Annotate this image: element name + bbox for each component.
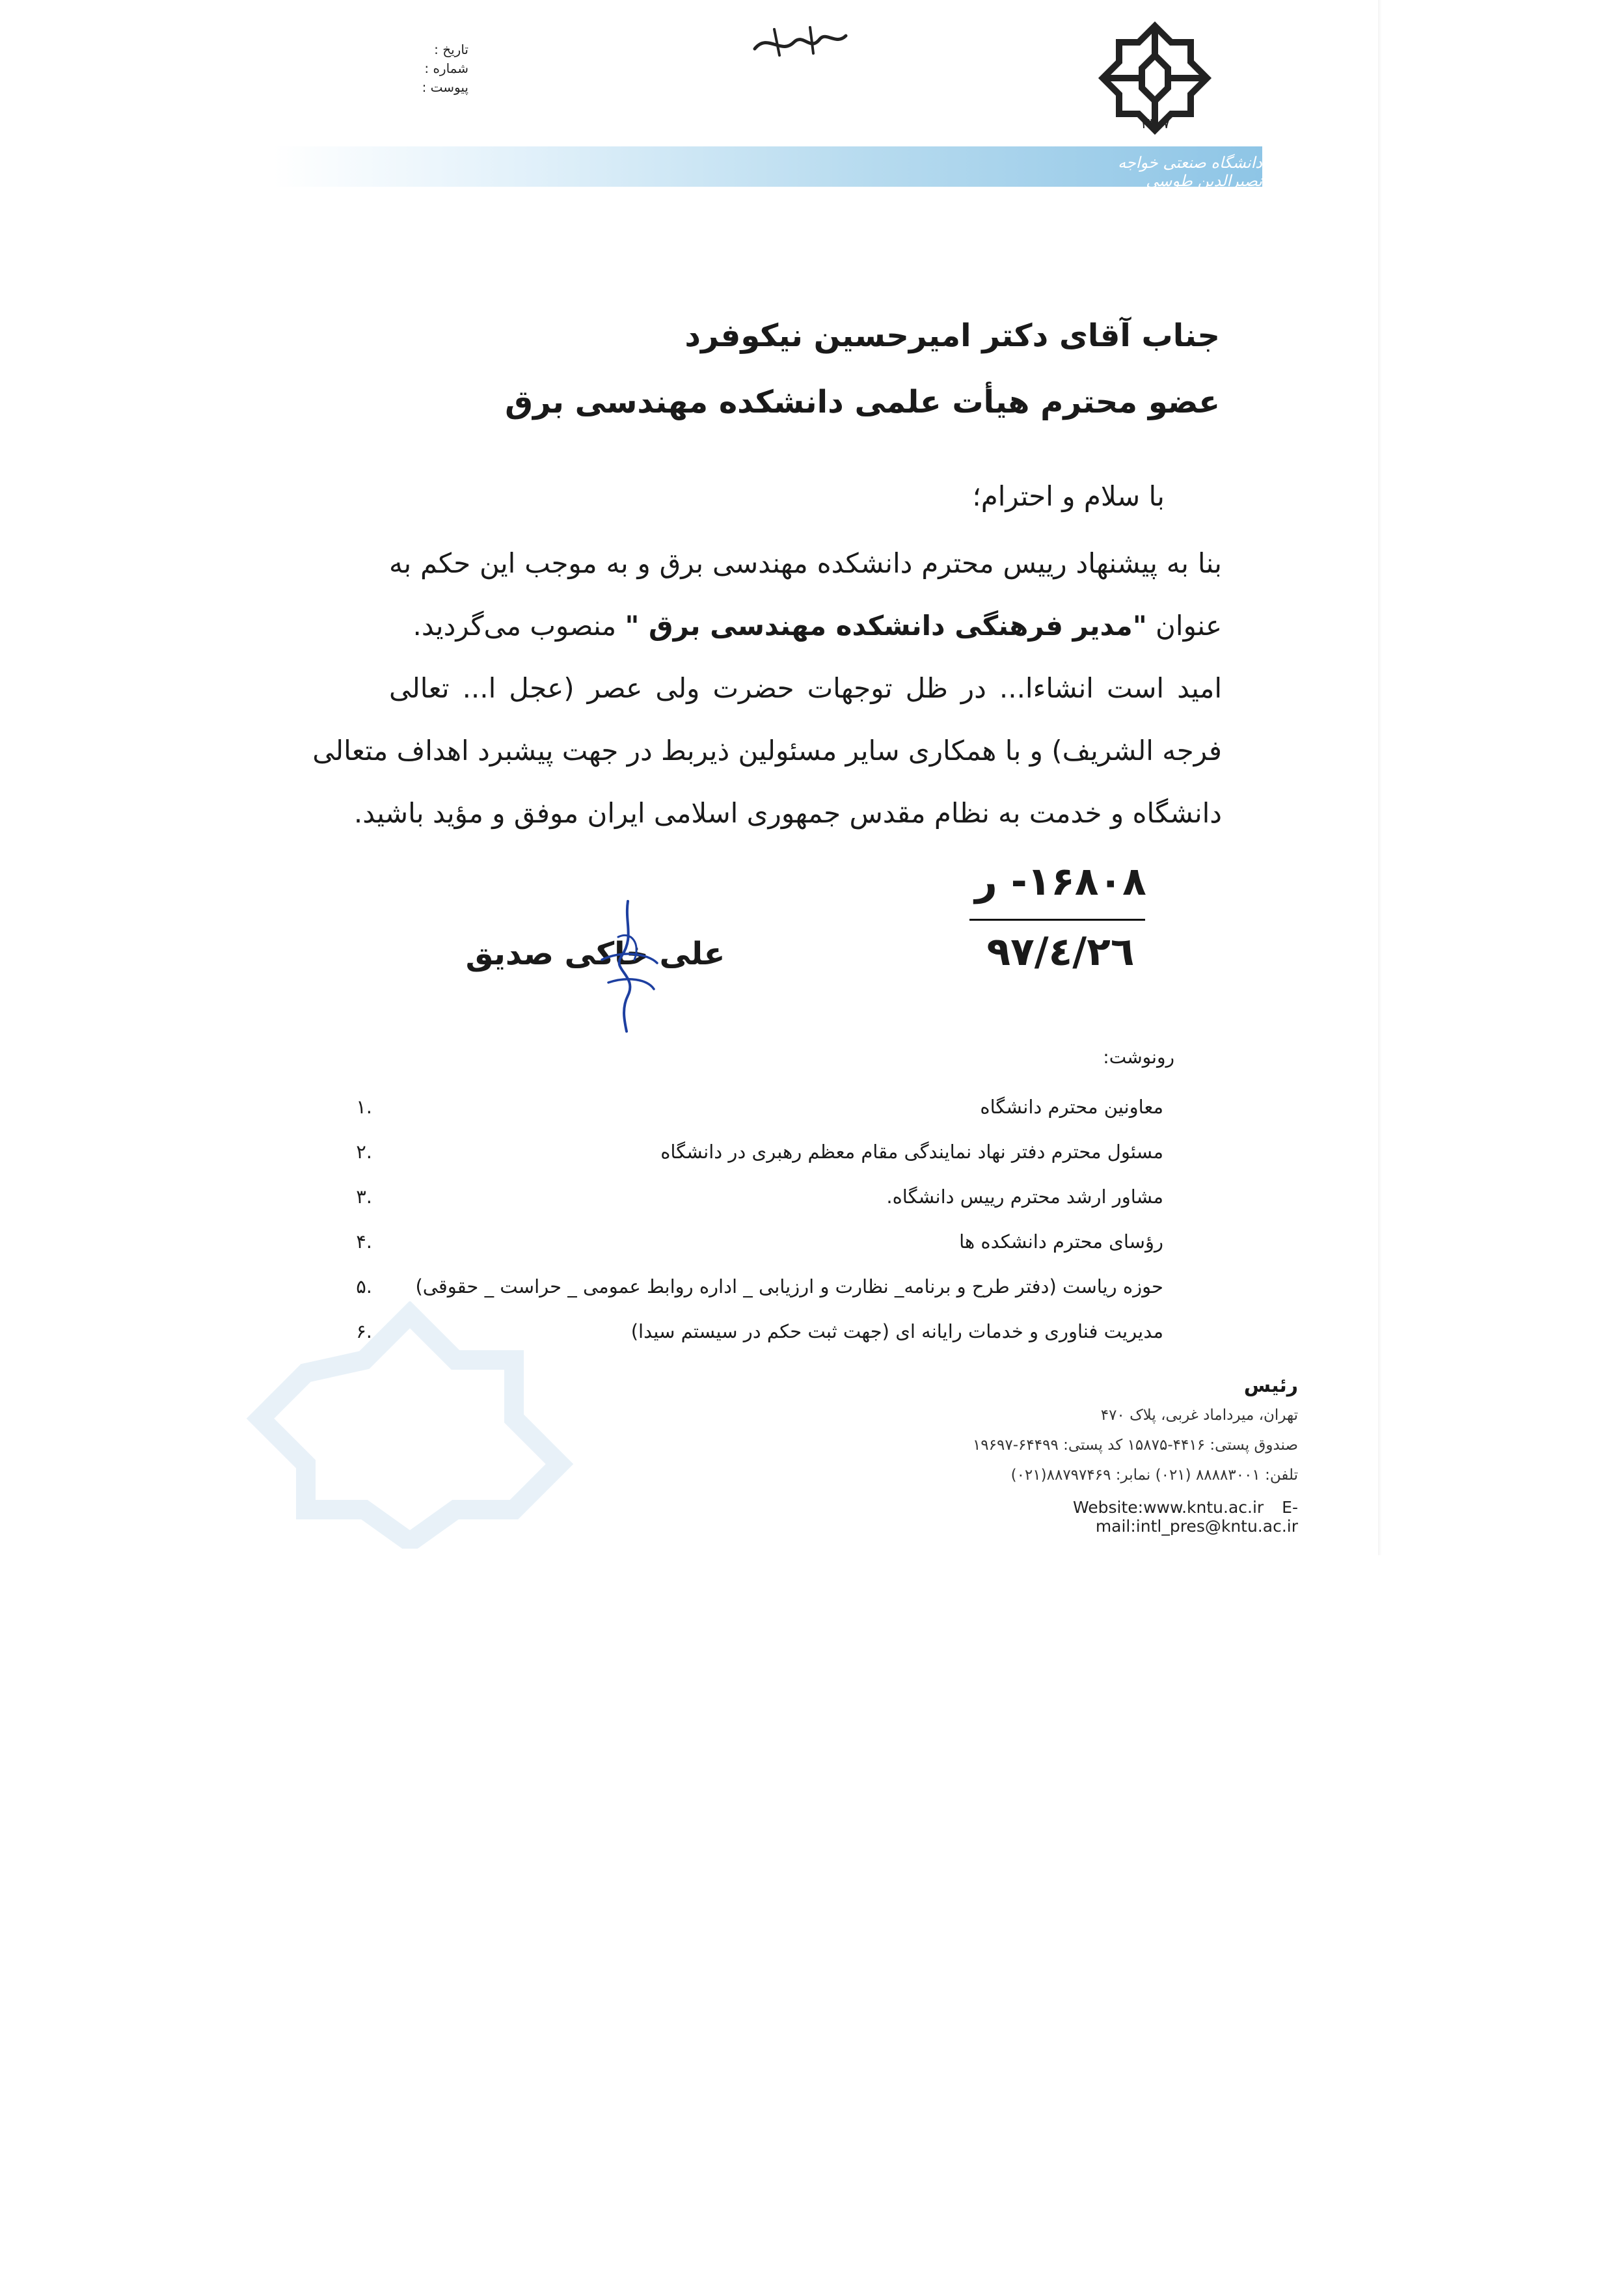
- paragraph-text: عنوان: [1146, 610, 1222, 642]
- cc-item-number: .۵: [356, 1275, 372, 1297]
- cc-item-number: .۱: [356, 1095, 372, 1118]
- cc-item: [325, 1084, 1171, 1129]
- university-name: دانشگاه صنعتی خواجه نصیرالدین طوسی: [1118, 154, 1262, 190]
- date-label: تاریخ :: [434, 42, 468, 57]
- addressee-name: جناب آقای دکتر امیرحسین نیکوفرد: [684, 318, 1220, 354]
- logo-year: ۱۳۰۷: [1139, 116, 1171, 132]
- cc-label: رونوشت:: [1103, 1046, 1174, 1068]
- cc-item-number: .۲: [356, 1140, 372, 1163]
- addressee-title: عضو محترم هیأت علمی دانشکده مهندسی برق: [505, 384, 1220, 420]
- paragraph-line: امید است انشاءا... در ظل توجهات حضرت ولی عصر (عجل ا... تعالی: [389, 672, 1222, 704]
- appointed-position: "مدیر فرهنگی دانشکده مهندسی برق ": [625, 610, 1147, 642]
- cc-item-text: رؤسای محترم دانشکده ها: [959, 1230, 1163, 1253]
- cc-item: [325, 1174, 1171, 1219]
- cc-item-number: .۳: [356, 1185, 372, 1208]
- handwritten-signature: [589, 898, 667, 1035]
- document-meta: [364, 40, 468, 97]
- watermark-logo: [241, 1301, 579, 1549]
- reference-divider: [969, 919, 1145, 921]
- cc-item: [325, 1129, 1171, 1174]
- footer-phone: تلفن: ۸۸۸۸۳۰۰۱ (۰۲۱) نمابر: ۸۸۷۹۷۴۶۹(۰۲۱): [1010, 1467, 1298, 1484]
- paragraph-line: بنا به پیشنهاد رییس محترم دانشکده مهندسی برق و به موجب این حکم به: [389, 547, 1222, 579]
- paragraph-line: دانشگاه و خدمت به نظام مقدس جمهوری اسلامی ایران موفق و مؤید باشید.: [353, 797, 1222, 829]
- cc-item-text: حوزه ریاست (دفتر طرح و برنامه_ نظارت و ارزیابی _ اداره روابط عمومی _ حراست _ حقوقی): [415, 1275, 1163, 1297]
- email-link[interactable]: E-mail:intl_pres@kntu.ac.ir: [1095, 1498, 1298, 1536]
- reference-date: ۹۷/٤/۲٦: [986, 929, 1135, 975]
- footer-postal: صندوق پستی: ۴۴۱۶-۱۵۸۷۵ کد پستی: ۶۴۴۹۹-۱۹۶۹۷: [972, 1437, 1298, 1454]
- footer-contact: [911, 1498, 1298, 1536]
- number-label: شماره :: [424, 61, 468, 76]
- reference-number: ۱۶۸۰۸- ر: [975, 859, 1146, 904]
- cc-item-number: .۶: [356, 1320, 372, 1342]
- cc-item-text: مشاور ارشد محترم رییس دانشگاه.: [886, 1185, 1163, 1208]
- attachment-label: پیوست :: [422, 79, 468, 95]
- wishes-paragraph: [312, 657, 1222, 845]
- paragraph-text: منصوب می‌گردید.: [413, 610, 625, 642]
- basmala-calligraphy: [748, 20, 852, 65]
- cc-item-number: .۴: [356, 1230, 372, 1253]
- greeting: با سلام و احترام؛: [972, 480, 1165, 512]
- website-link[interactable]: Website:www.kntu.ac.ir: [1072, 1498, 1264, 1517]
- cc-item-text: مسئول محترم دفتر نهاد نمایندگی مقام معظم رهبری در دانشگاه: [660, 1140, 1163, 1163]
- paragraph-line: فرجه الشریف) و با همکاری سایر مسئولین ذیربط در جهت پیشبرد اهداف متعالی: [312, 735, 1222, 767]
- cc-item-text: مدیریت فناوری و خدمات رایانه ای (جهت ثبت حکم در سیستم سیدا): [630, 1320, 1163, 1342]
- sheet-edge: [1378, 0, 1382, 1555]
- footer-address: تهران، میرداماد غربی، پلاک ۴۷۰: [1100, 1407, 1298, 1424]
- footer-title: رئیس: [1243, 1374, 1298, 1397]
- cc-item: [325, 1219, 1171, 1264]
- signer-name: علی خاکی صدیق: [465, 936, 725, 972]
- paragraph-line: [389, 595, 1222, 657]
- cc-item-text: معاونین محترم دانشگاه: [980, 1095, 1163, 1118]
- appointment-paragraph: [389, 532, 1222, 657]
